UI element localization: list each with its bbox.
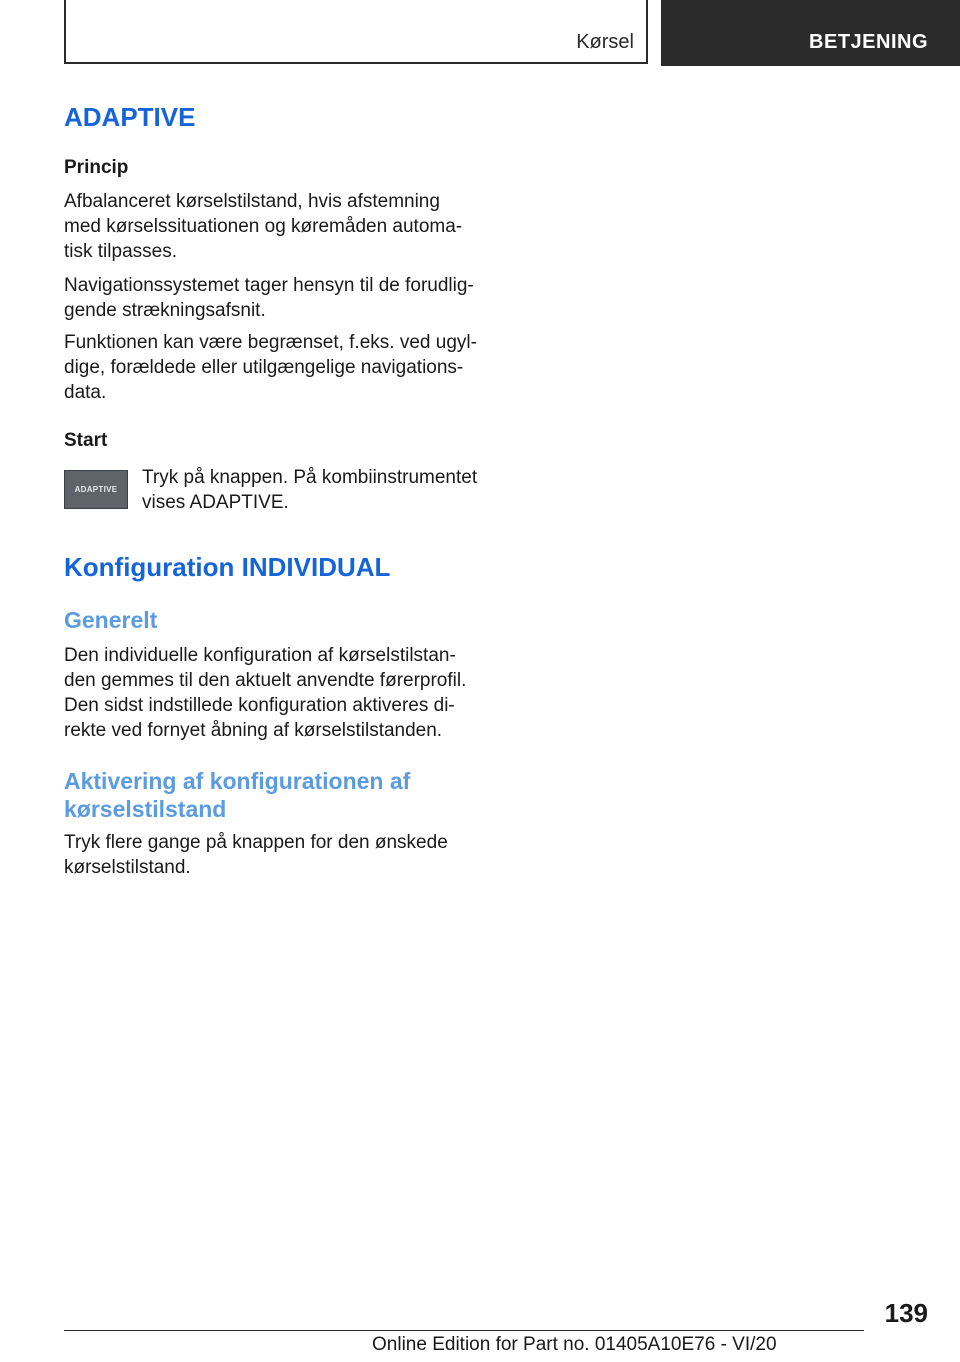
header-section-box — [661, 0, 960, 66]
header-chapter: Kørsel — [576, 31, 634, 53]
adaptive-button-label: ADAPTIVE — [74, 485, 118, 494]
page-number: 139 — [884, 1298, 928, 1328]
individual-title: Konfiguration INDIVIDUAL — [64, 552, 391, 582]
text-line: dige, forældede eller utilgængelige navigations- — [64, 357, 464, 378]
text-line: Navigationssystemet tager hensyn til de forudlig- — [64, 275, 474, 296]
princip-heading: Princip — [64, 157, 129, 178]
text-line: Funktionen kan være begrænset, f.eks. ved ugyl- — [64, 332, 477, 353]
text-line: vises ADAPTIVE. — [142, 492, 289, 513]
text-line: Den individuelle konfiguration af kørselstilstan- — [64, 645, 456, 666]
princip-paragraph — [64, 189, 494, 264]
text-line: Afbalanceret kørselstilstand, hvis afstemning — [64, 191, 440, 212]
text-line: rekte ved fornyet åbning af kørselstilstanden. — [64, 720, 443, 741]
header-section: BETJENING — [809, 31, 928, 53]
text-line: Tryk på knappen. På kombiinstrumentet — [142, 467, 478, 488]
footer-divider — [64, 1330, 864, 1331]
text-line: den gemmes til den aktuelt anvendte førerprofil. — [64, 670, 467, 691]
heading-line: kørselstilstand — [64, 796, 227, 822]
text-line: Tryk flere gange på knappen for den ønskede — [64, 832, 448, 853]
text-line: data. — [64, 382, 107, 403]
text-line: kørselstilstand. — [64, 857, 191, 878]
generelt-heading: Generelt — [64, 607, 158, 633]
function-paragraph — [64, 330, 494, 405]
text-line: tisk tilpasses. — [64, 241, 177, 262]
heading-line: Aktivering af konfigurationen af — [64, 768, 411, 794]
adaptive-button-icon — [64, 470, 128, 509]
generelt-paragraph — [64, 643, 494, 743]
aktivering-heading — [64, 767, 410, 823]
start-paragraph — [142, 465, 492, 515]
text-line: med kørselssituationen og køremåden automa- — [64, 216, 463, 237]
navigation-paragraph — [64, 273, 494, 323]
aktivering-paragraph — [64, 830, 494, 880]
adaptive-title: ADAPTIVE — [64, 102, 196, 132]
footer-edition: Online Edition for Part no. 01405A10E76 - VI/20 — [372, 1334, 777, 1355]
text-line: gende strækningsafsnit. — [64, 300, 266, 321]
text-line: Den sidst indstillede konfiguration aktiveres di- — [64, 695, 455, 716]
header-chapter-box — [64, 0, 648, 64]
start-heading: Start — [64, 430, 108, 451]
